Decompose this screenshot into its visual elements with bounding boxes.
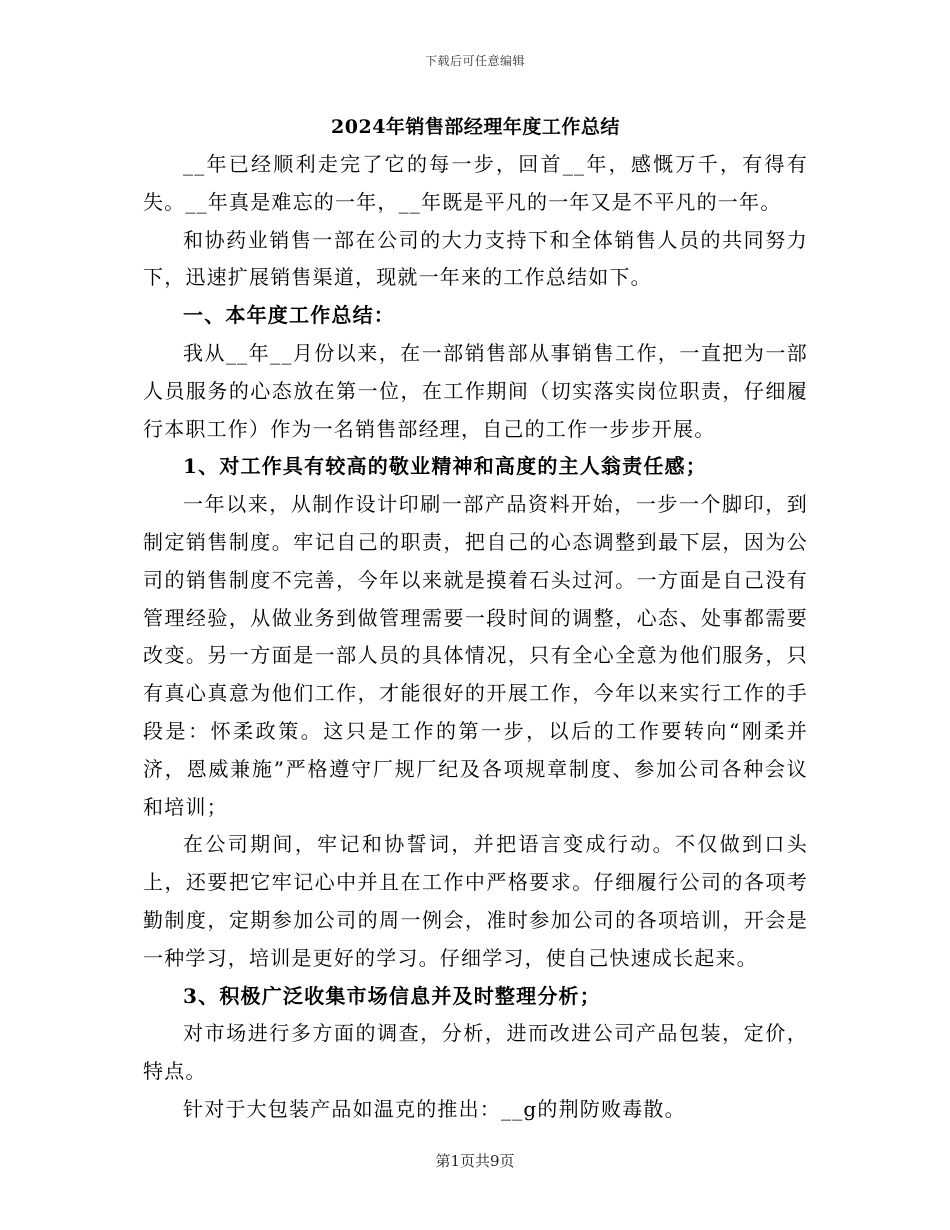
document-title: 2024年销售部经理年度工作总结 xyxy=(331,116,620,138)
paragraph-intro: __年已经顺利走完了它的每一步，回首__年，感慨万千，有得有失。__年真是难忘的一年，__年既是平凡的一年又是不平凡的一年。 xyxy=(143,152,808,214)
header-note: 下载后可任意编辑 xyxy=(424,54,525,68)
paragraph-market-research: 对市场进行多方面的调查，分析，进而改进公司产品包装，定价，特点。 xyxy=(143,1021,808,1084)
section-heading-annual-summary: 一、本年度工作总结： xyxy=(183,303,395,328)
paragraph-year-review: 一年以来，从制作设计印刷一部产品资料开始，一步一个脚印，到制定销售制度。牢记自己的职责，把自己的心态调整到最下层，因为公司的销售制度不完善，今年以来就是摸着石头过河。一方面是自己没有管理经验，从做业务到做管理需要一段时间的调整，心态、处事都需要改变。另一方面是一部人员的具体情况，只有全心全意为他们服务，只有真心真意为他们工作，才能很好的开展工作，今年以来实行工作的手段是：怀柔政策。这只是工作的第一步，以后的工作要转向“刚柔并济，恩威兼施”严格遵守厂规厂纪及各项规章制度、参加公司各种会议和培训； xyxy=(143,492,808,819)
document-body xyxy=(143,112,808,1129)
paragraph-role: 我从__年__月份以来，在一部销售部从事销售工作，一直把为一部人员服务的心态放在第一位，在工作期间（切实落实岗位职责，仔细履行本职工作）作为一名销售部经理，自己的工作一步步开展。 xyxy=(143,340,808,441)
subheading-dedication: 1、对工作具有较高的敬业精神和高度的主人翁责任感； xyxy=(183,454,707,479)
subheading-market-info: 3、积极广泛收集市场信息并及时整理分析； xyxy=(183,983,601,1008)
paragraph-overview: 和协药业销售一部在公司的大力支持下和全体销售人员的共同努力下，迅速扩展销售渠道，现就一年来的工作总结如下。 xyxy=(143,227,808,290)
page-number: 第1页共9页 xyxy=(435,1152,515,1170)
paragraph-product-launch: 针对于大包装产品如温克的推出：__g的荆防败毒散。 xyxy=(183,1096,686,1121)
paragraph-company-conduct: 在公司期间，牢记和协誓词，并把语言变成行动。不仅做到口头上，还要把它牢记心中并且在工作中严格要求。仔细履行公司的各项考勤制度，定期参加公司的周一例会，准时参加公司的各项培训，开会是一种学习，培训是更好的学习。仔细学习，使自己快速成长起来。 xyxy=(143,832,808,970)
